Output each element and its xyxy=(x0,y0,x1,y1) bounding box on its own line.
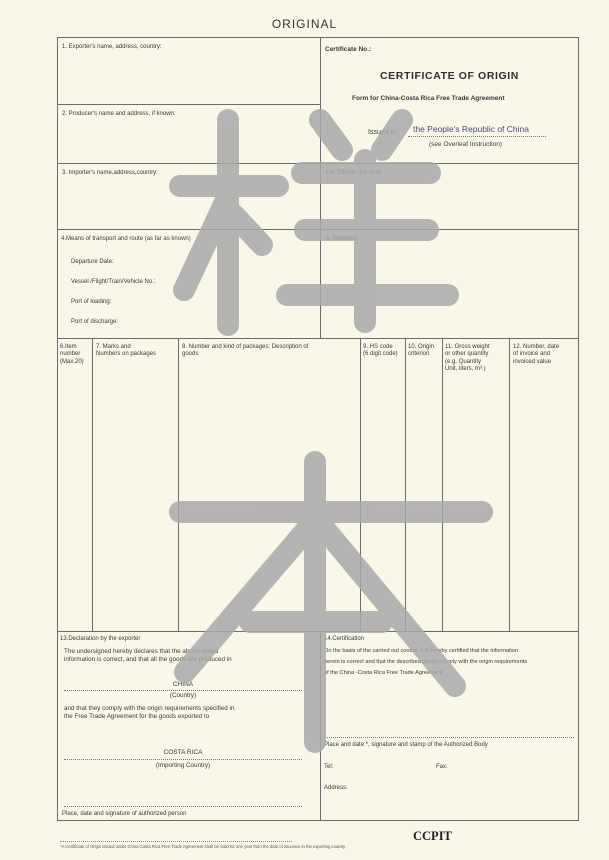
ccpit-logo-text: CCPIT xyxy=(413,829,452,843)
declaration-text-1: The undersigned hereby declares that the above stated xyxy=(64,648,219,655)
issued-in-value: the People's Republic of China xyxy=(413,124,529,134)
fax-label: Fax: xyxy=(436,764,448,770)
producer-label: 2. Producer's name and address, if known: xyxy=(62,111,176,117)
certification-label: 14.Certification xyxy=(324,636,365,642)
transport-label: 4.Means of transport and route (as far as known) xyxy=(61,236,191,242)
certification-text-3: of the China -Costa Rica Free Trade Agreement xyxy=(324,670,443,676)
declaration-text-3: and that they comply with the origin requirements specified in xyxy=(64,705,235,712)
column-12-header: 12. Number, date of invoice and invoiced value xyxy=(513,344,560,365)
certification-text-1: On the basis of the carried out control, it is hereby certified that the information xyxy=(324,648,519,654)
signature-caption: Place, date and signature of authorized person xyxy=(62,811,187,817)
country-caption: (Country) xyxy=(169,692,197,699)
remarks-label: 5. Remarks: xyxy=(326,236,359,242)
original-heading: ORIGINAL xyxy=(271,17,338,31)
official-use-label: For Official Use Only: xyxy=(326,170,383,176)
vessel-label: Vessel /Flight/Train/Vehicle No.: xyxy=(71,279,156,285)
certificate-number-label: Certificate No.: xyxy=(325,46,372,53)
importing-country-caption: (Importing Country) xyxy=(155,762,211,769)
issued-in-underline xyxy=(408,136,546,137)
column-8-header: 8. Number and kind of packages; Description of goods xyxy=(182,344,309,358)
port-of-discharge-label: Port of discharge: xyxy=(71,319,119,325)
certification-text-2: herein is correct and that the described goods comply with the origin requirements xyxy=(324,659,528,665)
divider xyxy=(57,631,579,632)
certificate-form xyxy=(57,37,579,821)
issued-in-label: Issued in xyxy=(368,129,397,136)
authorized-body-line xyxy=(324,737,574,738)
divider xyxy=(509,338,510,631)
divider xyxy=(57,229,579,230)
importing-country-underline xyxy=(64,759,302,760)
address-label: Address: xyxy=(324,785,348,791)
exporting-country-underline xyxy=(64,690,302,691)
column-11-header: 11. Gross weight or other quantity (e.g. Quantity Unit, liters, m³.) xyxy=(445,344,490,373)
exporting-country-value: CHINA xyxy=(172,681,194,688)
column-7-header: 7. Marks and Numbers on packages xyxy=(96,344,157,358)
divider xyxy=(92,338,93,631)
divider xyxy=(442,338,443,631)
divider xyxy=(57,338,579,339)
authorized-body-caption: Place and date *, signature and stamp of the Authorized Body xyxy=(324,742,488,748)
certificate-title: CERTIFICATE OF ORIGIN xyxy=(380,70,519,82)
declaration-label: 13.Declaration by the exporter xyxy=(60,636,141,642)
declaration-text-2: information is correct, and that all the goods are produced in xyxy=(64,656,232,663)
divider xyxy=(360,338,361,631)
divider xyxy=(320,37,321,338)
importer-label: 3. Importer's name,address,country: xyxy=(62,170,158,176)
divider xyxy=(320,631,321,821)
certificate-subtitle: Form for China-Costa Rica Free Trade Agreement xyxy=(352,95,505,102)
column-9-header: 9. HS code (6 digit code) xyxy=(363,344,398,358)
port-of-loading-label: Port of loading: xyxy=(71,299,112,305)
divider xyxy=(178,338,179,631)
tel-label: Tel: xyxy=(324,764,334,770)
column-6-header: 6.Item number (Max.20) xyxy=(60,344,84,365)
footnote-rule xyxy=(60,841,292,842)
divider xyxy=(57,163,579,164)
divider xyxy=(405,338,406,631)
importing-country-value: COSTA RICA xyxy=(163,749,203,756)
validity-footnote: *A Certificate of Origin issued under China-Costa Rica Free Trade Agreement shall be valid for one year from the date of issuance in the exporting country. xyxy=(60,844,346,849)
departure-date-label: Departure Date: xyxy=(71,259,114,265)
declaration-text-4: the Free Trade Agreement for the goods exported to xyxy=(64,713,210,720)
see-overleaf-note: (see Overleaf Instruction) xyxy=(429,141,502,148)
exporter-label: 1. Exporter's name, address, country: xyxy=(62,44,162,50)
column-10-header: 10. Origin criterion xyxy=(408,344,435,358)
divider xyxy=(57,104,320,105)
signature-line xyxy=(64,806,302,807)
